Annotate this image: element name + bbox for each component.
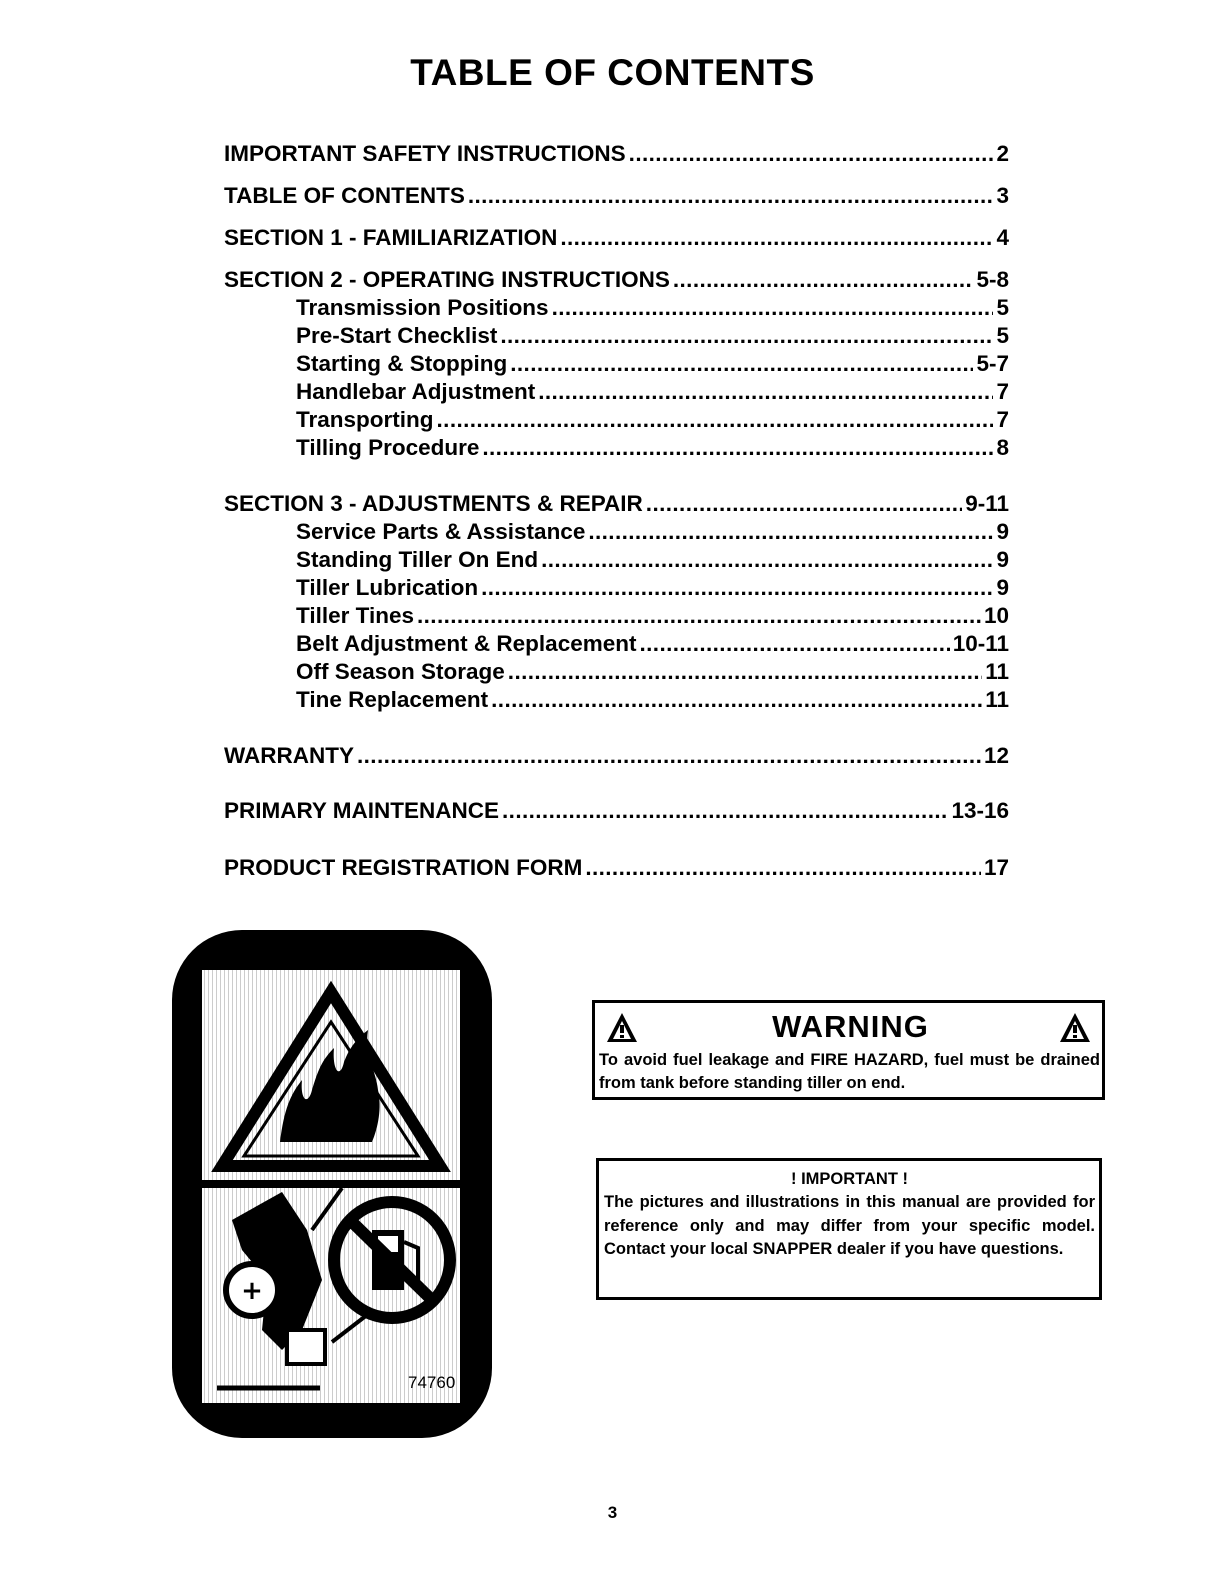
toc-entry-page: 10 [983, 603, 1009, 628]
toc-entry [224, 224, 1009, 252]
toc-entry-label: Handlebar Adjustment [296, 379, 536, 404]
toc-subentry [224, 406, 1009, 434]
toc-subentry [224, 546, 1009, 574]
toc-entry-label: Transmission Positions [296, 295, 549, 320]
toc-entry-label: Belt Adjustment & Replacement [296, 631, 637, 656]
toc-subentry [224, 574, 1009, 602]
toc-entry-label: SECTION 1 - FAMILIARIZATION [224, 225, 558, 250]
leader-dots [541, 546, 993, 574]
leader-dots [482, 434, 993, 462]
toc-entry [224, 797, 1009, 825]
safety-decal [172, 930, 492, 1438]
leader-dots [508, 658, 982, 686]
leader-dots [560, 224, 993, 252]
leader-dots [481, 574, 993, 602]
toc-entry-label: SECTION 3 - ADJUSTMENTS & REPAIR [224, 491, 643, 516]
toc-entry [224, 742, 1009, 770]
toc-subentry [224, 378, 1009, 406]
toc-entry-label: Tiller Lubrication [296, 575, 479, 600]
toc-entry-page: 4 [996, 225, 1009, 250]
toc-entry-label: Off Season Storage [296, 659, 505, 684]
toc-subentry [224, 350, 1009, 378]
leader-dots [502, 797, 948, 825]
toc-entry-page: 2 [996, 141, 1009, 166]
toc-entry-page: 5 [996, 295, 1009, 320]
leader-dots [500, 322, 993, 350]
toc-entry [224, 854, 1009, 882]
toc-subentry [224, 630, 1009, 658]
toc-entry-label: Pre-Start Checklist [296, 323, 498, 348]
page-number: 3 [607, 1503, 618, 1522]
toc-entry-page: 11 [985, 687, 1009, 712]
leader-dots [639, 630, 949, 658]
toc-entry-page: 10-11 [952, 631, 1009, 656]
toc-entry-page: 11 [985, 659, 1009, 684]
toc-entry-page: 9 [996, 575, 1009, 600]
toc-entry-label: IMPORTANT SAFETY INSTRUCTIONS [224, 141, 626, 166]
toc-entry-page: 9 [996, 547, 1009, 572]
toc-entry-label: Tilling Procedure [296, 435, 480, 460]
leader-dots [417, 602, 981, 630]
toc-entry-label: PRIMARY MAINTENANCE [224, 798, 500, 823]
toc-entry-label: Service Parts & Assistance [296, 519, 586, 544]
toc-entry-page: 8 [996, 435, 1009, 460]
warning-triangle-icon [1058, 1011, 1092, 1045]
page-title: TABLE OF CONTENTS [410, 52, 815, 93]
toc-subentry [224, 322, 1009, 350]
toc-entry-page: 12 [983, 743, 1009, 768]
toc-entry-page: 7 [996, 407, 1009, 432]
toc-entry-page: 5 [996, 323, 1009, 348]
toc-entry-page: 9 [996, 519, 1009, 544]
toc-entry [224, 140, 1009, 168]
leader-dots [538, 378, 993, 406]
leader-dots [491, 686, 982, 714]
toc-entry-label: TABLE OF CONTENTS [224, 183, 465, 208]
toc-entry-label: Starting & Stopping [296, 351, 508, 376]
important-notice [596, 1158, 1102, 1300]
toc-entry-page: 3 [996, 183, 1009, 208]
toc-subentry [224, 294, 1009, 322]
toc-entry [224, 490, 1009, 518]
leader-dots [585, 854, 981, 882]
leader-dots [468, 182, 994, 210]
toc-entry-label: WARRANTY [224, 743, 354, 768]
warning-text: To avoid fuel leakage and FIRE HAZARD, fuel must be drained from tank before standing tiller on end. [599, 1051, 1100, 1092]
toc-entry-page: 5-7 [976, 351, 1009, 376]
leader-dots [510, 350, 973, 378]
warning-box [592, 1000, 1105, 1100]
important-title: ! IMPORTANT ! [790, 1170, 908, 1188]
warning-title: WARNING [772, 1009, 929, 1044]
toc-entry-page: 9-11 [965, 491, 1009, 516]
leader-dots [357, 742, 981, 770]
decal-part-number: 74760 [408, 1373, 456, 1392]
toc-subentry [224, 686, 1009, 714]
toc-entry-page: 13-16 [951, 798, 1009, 823]
toc-subentry [224, 518, 1009, 546]
toc-entry-label: Standing Tiller On End [296, 547, 539, 572]
toc-entry-label: PRODUCT REGISTRATION FORM [224, 855, 583, 880]
leader-dots [646, 490, 962, 518]
leader-dots [673, 266, 974, 294]
important-text: The pictures and illustrations in this manual are provided for reference only and may differ from your specific model. Contact your local SNAPPER dealer if you have questions. [604, 1193, 1095, 1258]
toc-subentry [224, 658, 1009, 686]
toc-entry-label: Transporting [296, 407, 434, 432]
toc-entry-page: 17 [983, 855, 1009, 880]
svg-text:+: + [241, 1276, 263, 1306]
toc-entry [224, 182, 1009, 210]
leader-dots [588, 518, 993, 546]
toc-entry [224, 266, 1009, 294]
toc-entry-page: 5-8 [976, 267, 1009, 292]
leader-dots [552, 294, 994, 322]
toc-entry-label: Tiller Tines [296, 603, 414, 628]
toc-subentry [224, 602, 1009, 630]
toc-subentry [224, 434, 1009, 462]
leader-dots [629, 140, 994, 168]
toc-entry-label: SECTION 2 - OPERATING INSTRUCTIONS [224, 267, 670, 292]
leader-dots [437, 406, 994, 434]
toc-entry-page: 7 [996, 379, 1009, 404]
toc-entry-label: Tine Replacement [296, 687, 489, 712]
